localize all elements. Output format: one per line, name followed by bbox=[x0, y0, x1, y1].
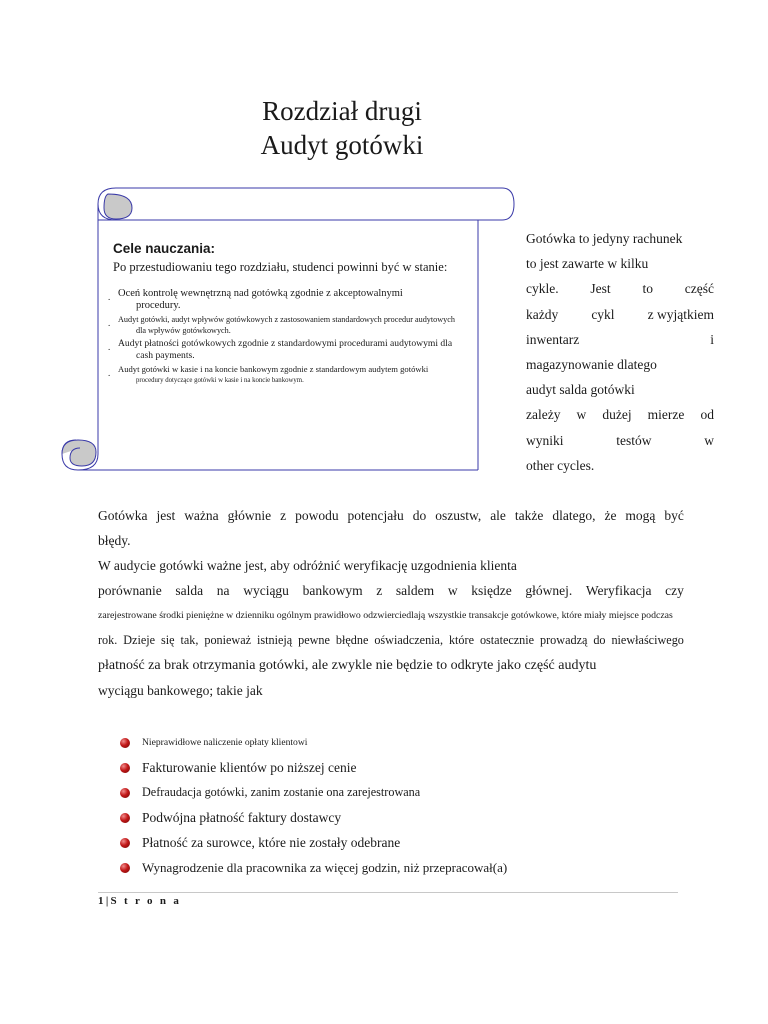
objective-item: . Audyt gotówki w kasie i na koncie bankowym zgodnie z standardowym audytem gotówki procedury dotyczące gotówki w kasie i na koncie bankowym. bbox=[108, 364, 429, 384]
side-column-word: każdy bbox=[526, 306, 559, 322]
list-item bbox=[120, 855, 507, 880]
chapter-number: Rozdział drugi bbox=[262, 96, 422, 126]
red-ball-bullet-icon bbox=[120, 788, 130, 798]
objectives-heading: Cele nauczania: bbox=[113, 241, 216, 256]
red-ball-bullet-icon bbox=[120, 838, 130, 848]
page-label: |S t r o n a bbox=[105, 895, 182, 907]
objective-item: . Oceń kontrolę wewnętrzną nad gotówką zgodnie z akceptowalnymi procedury. bbox=[108, 288, 403, 311]
side-column-word: i bbox=[710, 331, 714, 347]
list-item-text: Defraudacja gotówki, zanim zostanie ona zarejestrowana bbox=[142, 785, 421, 799]
objective-item: . Audyt płatności gotówkowych zgodnie z standardowymi procedurami audytowymi dla cash payments. bbox=[108, 338, 453, 361]
red-ball-bullet-icon bbox=[120, 763, 130, 773]
body-line: W audycie gotówki ważne jest, aby odróżnić weryfikację uzgodnienia klienta bbox=[98, 558, 517, 573]
bullet-dot-icon: . bbox=[108, 342, 111, 352]
body-line: wyciągu bankowego; takie jak bbox=[98, 683, 263, 698]
side-column-word: Gotówka to jedyny rachunek bbox=[526, 231, 683, 246]
side-column-word: inwentarz bbox=[526, 331, 580, 347]
red-ball-bullet-icon bbox=[120, 863, 130, 873]
list-item-text: Wynagrodzenie dla pracownika za więcej godzin, niż przepracował(a) bbox=[142, 859, 508, 875]
learning-objectives bbox=[108, 240, 483, 388]
side-column-word: dużej bbox=[602, 407, 632, 423]
side-column-text bbox=[526, 226, 714, 478]
side-column-line bbox=[526, 226, 714, 251]
objectives-list bbox=[108, 288, 483, 386]
list-item-text: Fakturowanie klientów po niższej cenie bbox=[142, 759, 357, 775]
body-text bbox=[98, 503, 684, 703]
chapter-name: Audyt gotówki bbox=[260, 130, 424, 160]
side-column-word: od bbox=[700, 407, 714, 423]
side-column-word: to jest zawarte w kilku bbox=[526, 256, 649, 272]
list-item-text: Płatność za surowce, które nie zostały odebrane bbox=[142, 834, 401, 850]
list-item bbox=[120, 755, 507, 780]
side-column-word: to bbox=[642, 281, 653, 297]
side-column-word: zależy bbox=[526, 407, 561, 423]
side-column-word: w bbox=[704, 432, 714, 448]
side-column-word: z wyjątkiem bbox=[647, 306, 714, 322]
page-footer bbox=[98, 893, 181, 909]
red-ball-bullet-icon bbox=[120, 738, 130, 748]
side-column-line bbox=[526, 352, 714, 377]
side-column-word: część bbox=[684, 281, 714, 297]
list-item bbox=[120, 780, 507, 805]
side-column-word: cykle. bbox=[526, 281, 559, 297]
list-item bbox=[120, 830, 507, 855]
side-column-word: wyniki bbox=[526, 432, 564, 448]
examples-list bbox=[120, 730, 507, 880]
side-column-word: Jest bbox=[590, 281, 611, 297]
side-column-word: testów bbox=[616, 432, 652, 448]
objectives-intro: Po przestudiowaniu tego rozdziału, studenci powinni być w stanie: bbox=[113, 260, 448, 274]
list-item bbox=[120, 805, 507, 830]
red-ball-bullet-icon bbox=[120, 813, 130, 823]
side-column-word: cykl bbox=[591, 306, 615, 322]
side-column-line bbox=[526, 251, 714, 276]
body-line: zarejestrowane środki pieniężne w dzienniku ogólnym prawidłowo odzwierciedlają wszystkie transakcje gotówkowe, które miały miejsce podczas bbox=[98, 610, 673, 621]
body-line: Gotówka jest ważna głównie z powodu potencjału do oszustw, ale także dlatego, że mogą być bbox=[98, 508, 684, 523]
list-item-text: Podwójna płatność faktury dostawcy bbox=[142, 809, 342, 825]
objective-item: . Audyt gotówki, audyt wpływów gotówkowych z zastosowaniem standardowych procedur audytowych dla wpływów gotówkowych. bbox=[108, 315, 455, 335]
bullet-dot-icon: . bbox=[108, 368, 111, 378]
bullet-dot-icon: . bbox=[108, 318, 111, 328]
footer-divider bbox=[98, 892, 678, 893]
side-column-word: other cycles. bbox=[526, 457, 595, 473]
body-line: błędy. bbox=[98, 533, 131, 548]
bullet-dot-icon: . bbox=[108, 292, 111, 302]
side-column-word: w bbox=[576, 407, 587, 423]
side-column-word: audyt salda gotówki bbox=[526, 382, 635, 398]
page-number: 1 bbox=[98, 895, 106, 907]
list-item bbox=[120, 730, 507, 755]
side-column-line bbox=[526, 402, 714, 427]
side-column-line bbox=[526, 453, 714, 478]
body-line: porównanie salda na wyciągu bankowym z saldem w księdze głównej. Weryfikacja czy bbox=[98, 583, 684, 598]
side-column-line bbox=[526, 276, 714, 301]
side-column-line bbox=[526, 302, 714, 327]
side-column-line bbox=[526, 428, 714, 453]
body-line: płatność za brak otrzymania gotówki, ale zwykle nie będzie to odkryte jako część audytu bbox=[98, 658, 597, 673]
chapter-title bbox=[232, 94, 452, 162]
side-column-word: magazynowanie dlatego bbox=[526, 357, 657, 373]
side-column-line bbox=[526, 377, 714, 402]
side-column-word: mierze bbox=[647, 407, 685, 423]
side-column-line bbox=[526, 327, 714, 352]
list-item-text: Nieprawidłowe naliczenie opłaty klientowi bbox=[142, 737, 308, 748]
body-line: rok. Dzieje się tak, ponieważ istnieją pewne błędne oświadczenia, które ostatecznie prowadzą do niewłaściwego bbox=[98, 633, 684, 647]
